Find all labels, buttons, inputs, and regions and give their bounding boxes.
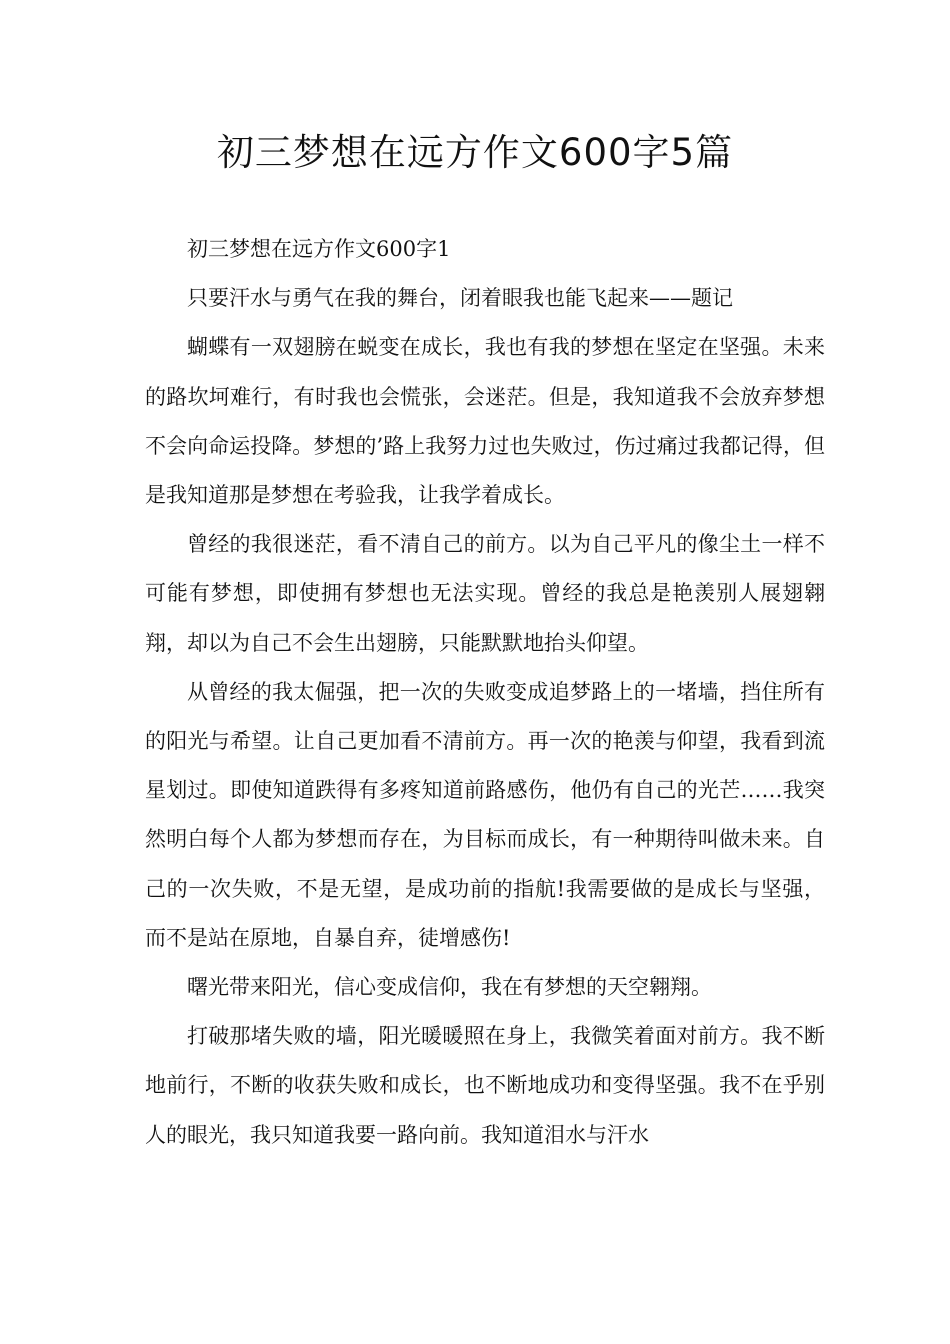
paragraph: 从曾经的我太倔强，把一次的失败变成追梦路上的一堵墙，挡住所有的阳光与希望。让自己更加看不清前方。再一次的艳羡与仰望，我看到流星划过。即使知道跌得有多疼知道前路感伤，他仍有自己的光芒……我突然明白每个人都为梦想而存在，为目标而成长，有一种期待叫做未来。自己的一次失败，不是无望，是成功前的指航!我需要做的是成长与坚强，而不是站在原地，自暴自弃，徒增感伤! <box>145 679 825 950</box>
epigraph: 只要汗水与勇气在我的舞台，闭着眼我也能飞起来——题记 <box>187 286 733 311</box>
paragraph: 蝴蝶有一双翅膀在蜕变在成长，我也有我的梦想在坚定在坚强。未来的路坎坷难行，有时我也会慌张，会迷茫。但是，我知道我不会放弃梦想不会向命运投降。梦想的’路上我努力过也失败过，伤过痛过我都记得，但是我知道那是梦想在考验我，让我学着成长。 <box>145 335 825 508</box>
document-title: 初三梦想在远方作文600字5篇 <box>216 131 734 174</box>
section-heading: 初三梦想在远方作文600字1 <box>187 237 451 261</box>
paragraph: 曾经的我很迷茫，看不清自己的前方。以为自己平凡的像尘土一样不可能有梦想，即使拥有梦想也无法实现。曾经的我总是艳羡别人展翅翱翔，却以为自己不会生出翅膀，只能默默地抬头仰望。 <box>145 532 825 655</box>
paragraph: 打破那堵失败的墙，阳光暖暖照在身上，我微笑着面对前方。我不断地前行，不断的收获失败和成长，也不断地成功和变得坚强。我不在乎别人的眼光，我只知道我要一路向前。我知道泪水与汗水 <box>145 1024 825 1147</box>
paragraph: 曙光带来阳光，信心变成信仰，我在有梦想的天空翱翔。 <box>187 975 712 1000</box>
document-body <box>145 225 825 1160</box>
